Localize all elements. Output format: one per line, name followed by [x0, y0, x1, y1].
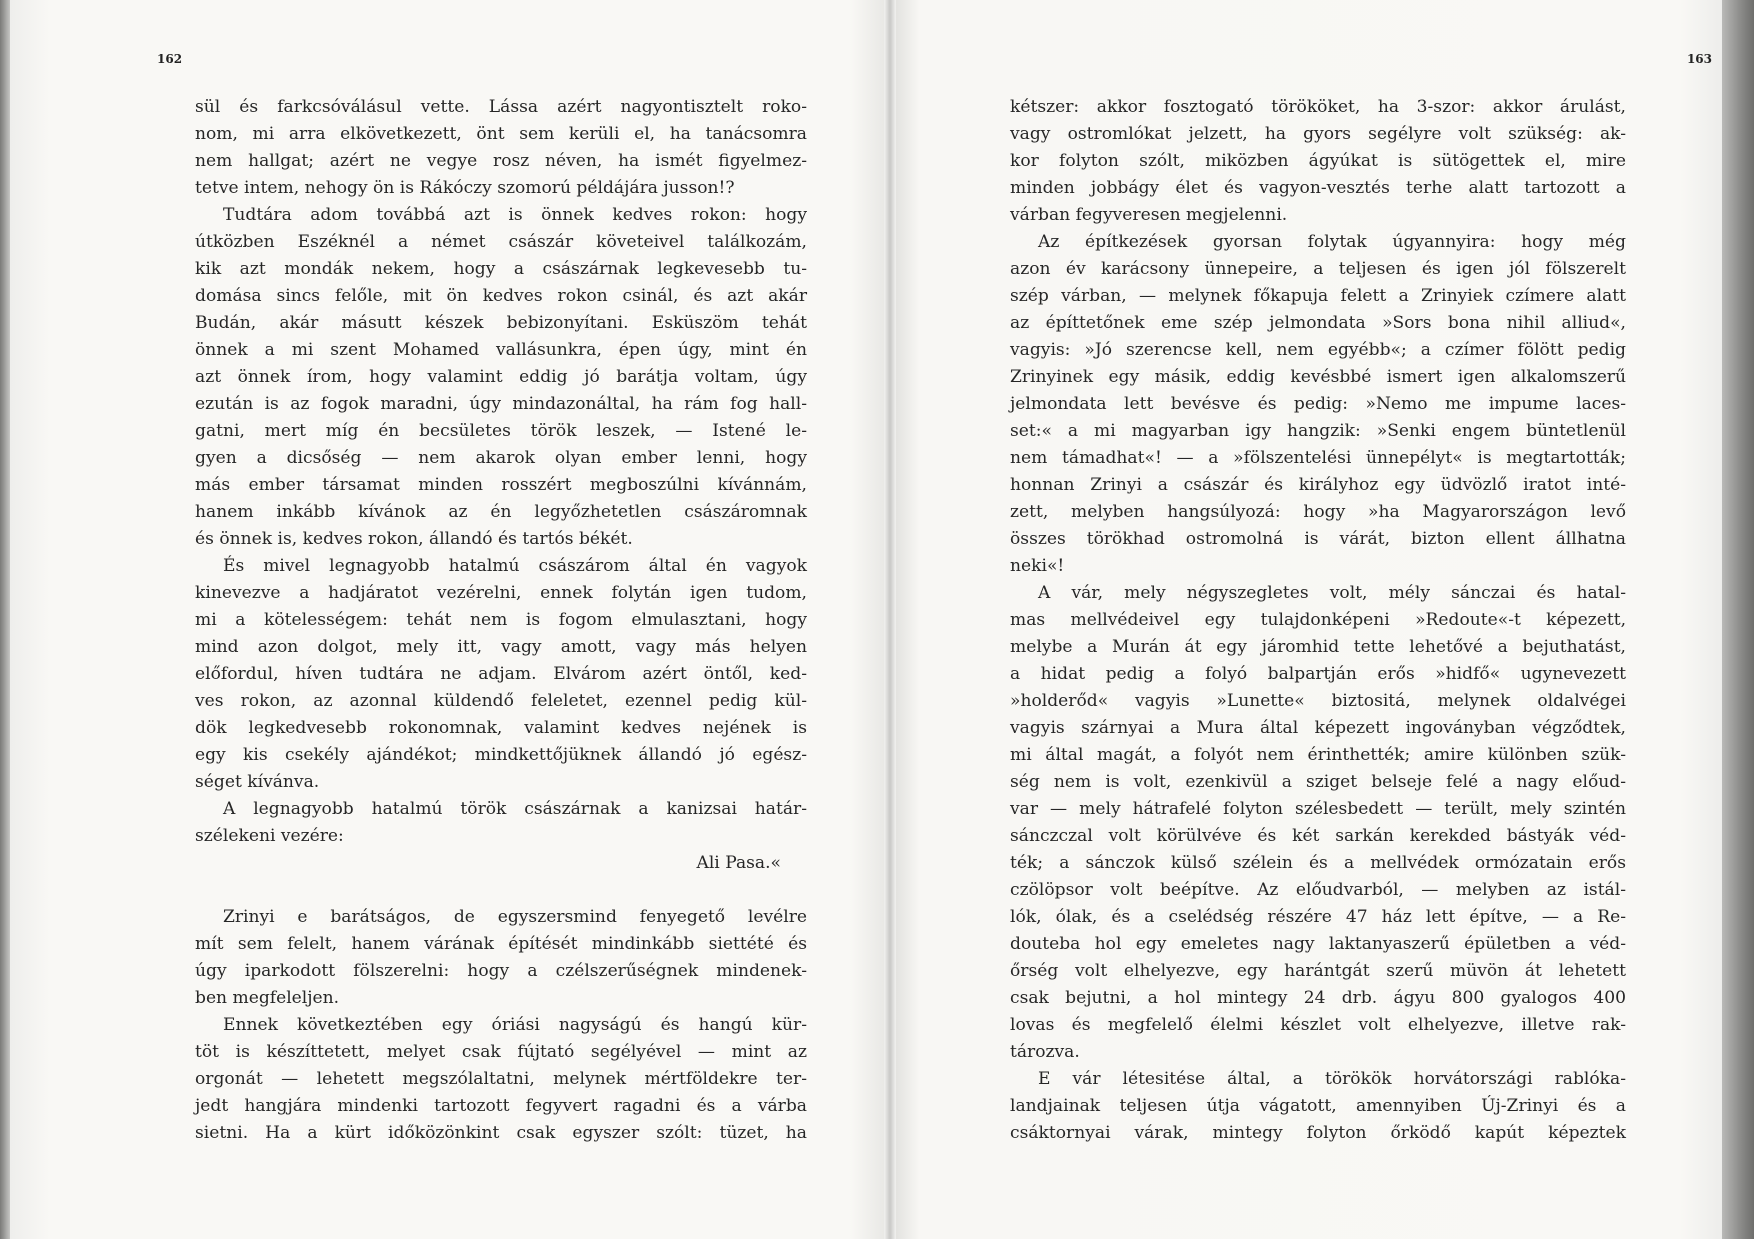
page-number-left: 162 [157, 52, 183, 66]
text-line: jelmondata lett bevésve és pedig: »Nemo me impume laces- [1010, 394, 1626, 414]
left-page-text [195, 94, 807, 1147]
text-line: gyen a dicsőség — nem akarok olyan ember lenni, hogy [195, 448, 807, 468]
text-line: kétszer: akkor fosztogató törököket, ha 3-szor: akkor árulást, [1010, 97, 1626, 117]
left-page [10, 0, 890, 1239]
text-line: Budán, akár másutt készek bebizonyítani. Esküszöm tehát [195, 313, 807, 333]
text-line: A vár, mely négyszegletes volt, mély sánczai és hatal- [1038, 583, 1626, 603]
text-line: Ali Pasa.« [696, 853, 781, 873]
text-line: kik azt mondák nekem, hogy a császárnak legkevesebb tu- [195, 259, 807, 279]
text-line: önnek a mi szent Mohamed vallásunkra, épen úgy, mint én [195, 340, 807, 360]
text-line: séget kívánva. [195, 772, 320, 792]
text-line: mi a kötelességem: tehát nem is fogom elmulasztani, hogy [195, 610, 807, 630]
text-line: várban fegyveresen megjelenni. [1010, 205, 1288, 225]
text-line: Zrinyinek egy másik, eddig kevésbbé ismert igen alkalomszerű [1010, 367, 1626, 387]
text-line: vagyis: »Jó szerencse kell, nem egyébb«; a czímer fölött pedig [1010, 340, 1626, 360]
text-line: azt önnek írom, hogy valamint eddig jó barátja voltam, úgy [195, 367, 807, 387]
book-edge-right [1722, 0, 1754, 1239]
text-line: vagy ostromlókat jelzett, ha gyors segélyre volt szükség: ak- [1010, 124, 1626, 144]
text-line: vagyis szárnyai a Mura által képezett ingoványban végződtek, [1010, 718, 1626, 738]
text-line: lók, ólak, és a cselédség részére 47 ház lett építve, — a Re- [1010, 907, 1626, 927]
text-line: nem hallgat; azért ne vegye rosz néven, ha ismét figyelmez- [195, 151, 807, 171]
text-line: melybe a Murán át egy járomhid tette lehetővé a bejuthatást, [1010, 637, 1626, 657]
text-line: egy kis csekély ajándékot; mindkettőjüknek állandó jó egész- [195, 745, 807, 765]
text-line: dök legkedvesebb rokonomnak, valamint kedves nejének is [195, 718, 807, 738]
text-line: összes törökhad ostromolná is várát, bizton ellent állhatna [1010, 529, 1626, 549]
page-number-right: 163 [1686, 52, 1712, 66]
book-edge-left [0, 0, 10, 1239]
text-line: kinevezve a hadjáratot vezérelni, ennek folytán igen tudom, [195, 583, 807, 603]
text-line: És mivel legnagyobb hatalmú császárom által én vagyok [223, 556, 807, 576]
text-line: honnan Zrinyi a császár és királyhoz egy üdvözlő iratot inté- [1010, 475, 1626, 495]
text-line: gatni, mert míg én becsületes török leszek, — Istené le- [195, 421, 807, 441]
text-line: minden jobbágy élet és vagyon-vesztés terhe alatt tartozott a [1010, 178, 1626, 198]
paragraph-spacer [195, 877, 807, 904]
text-line: a hidat pedig a folyó balpartján erős »hidfő« ugynevezett [1010, 664, 1626, 684]
text-line: az építtetőnek eme szép jelmondata »Sors bona nihil alliud«, [1010, 313, 1626, 333]
text-line: töt is készíttetett, melyet csak fújtató segélyével — mint az [195, 1042, 807, 1062]
text-line: Zrinyi e barátságos, de egyszersmind fenyegető levélre [223, 907, 807, 927]
text-line: ben megfeleljen. [195, 988, 340, 1008]
text-line: ezután is az fogok maradni, úgy mindazonáltal, ha rám fog hall- [195, 394, 807, 414]
text-line: útközben Eszéknél a német császár követeivel találkozám, [195, 232, 807, 252]
text-line: hanem inkább kívánok az én legyőzhetetlen császáromnak [195, 502, 807, 522]
text-line: sietni. Ha a kürt időközönkint csak egyszer szólt: tüzet, ha [195, 1123, 807, 1143]
right-page-text [1010, 94, 1626, 1147]
text-line: A legnagyobb hatalmú török császárnak a kanizsai határ- [223, 799, 807, 819]
text-line: sánczczal volt körülvéve és két sarkán kerekded bástyák véd- [1010, 826, 1626, 846]
text-line: őrség volt elhelyezve, egy harántgát szerű müvön át lehetett [1010, 961, 1626, 981]
text-line: ték; a sánczok külső szélein és a mellvédek ormózatain erős [1010, 853, 1626, 873]
text-line: orgonát — lehetett megszólaltatni, melynek mértföldekre ter- [195, 1069, 807, 1089]
text-line: nom, mi arra elkövetkezett, önt sem kerüli el, ha tanácsomra [195, 124, 807, 144]
text-line: E vár létesitése által, a törökök horvátországi rablóka- [1038, 1069, 1626, 1089]
text-line: sül és farkcsóválásul vette. Lássa azért nagyontisztelt roko- [195, 97, 807, 117]
text-line: előfordul, híven tudtára ne adjam. Elvárom azért öntől, ked- [195, 664, 807, 684]
text-line: és önnek is, kedves rokon, állandó és tartós békét. [195, 529, 633, 549]
right-page [890, 0, 1722, 1239]
text-line: Tudtára adom továbbá azt is önnek kedves rokon: hogy [223, 205, 807, 225]
text-line: mít sem felelt, hanem várának építését mindinkább siettété és [195, 934, 807, 954]
text-line: zett, melyben hangsúlyozá: hogy »ha Magyarországon levő [1010, 502, 1626, 522]
text-line: mind azon dolgot, mely itt, vagy amott, vagy más helyen [195, 637, 807, 657]
text-line: más ember társamat minden rosszért megboszúlni kívánnám, [195, 475, 807, 495]
book-spine [884, 0, 896, 1239]
text-line: mas mellvédeivel egy tulajdonképeni »Redoute«-t képezett, [1010, 610, 1626, 630]
text-line: ség nem is volt, ezenkivül a sziget belseje felé a nagy előud- [1010, 772, 1626, 792]
text-line: tetve intem, nehogy ön is Rákóczy szomorú példájára jusson!? [195, 178, 735, 198]
text-line: szélekeni vezére: [195, 826, 344, 846]
text-line: var — mely hátrafelé folyton szélesbedett — terült, mely szintén [1010, 799, 1626, 819]
text-line: »holderőd« vagyis »Lunette« biztositá, melynek oldalvégei [1010, 691, 1626, 711]
text-line: ves rokon, az azonnal küldendő feleletet, ezennel pedig kül- [195, 691, 807, 711]
text-line: szép várban, — melynek főkapuja felett a Zrinyiek czímere alatt [1010, 286, 1626, 306]
text-line: Az építkezések gyorsan folytak úgyannyira: hogy még [1038, 232, 1626, 252]
text-line: douteba hol egy emeletes nagy laktanyaszerű épületben a véd- [1010, 934, 1626, 954]
text-line: set:« a mi magyarban igy hangzik: »Senki engem büntetlenül [1010, 421, 1626, 441]
text-line: csak bejutni, a hol mintegy 24 drb. ágyu 800 gyalogos 400 [1010, 988, 1626, 1008]
text-line: domása sincs felőle, mit ön kedves rokon csinál, és azt akár [195, 286, 807, 306]
text-line: landjainak teljesen útja vágatott, amennyiben Új-Zrinyi és a [1010, 1096, 1626, 1116]
text-line: nem támadhat«! — a »fölszentelési ünnepélyt« is megtartották; [1010, 448, 1626, 468]
text-line: jedt hangjára mindenki tartozott fegyvert ragadni és a várba [195, 1096, 807, 1116]
text-line: azon év karácsony ünnepeire, a teljesen és igen jól fölszerelt [1010, 259, 1626, 279]
text-line: czölöpsor volt beépítve. Az előudvarból, — melyben az istál- [1010, 880, 1626, 900]
text-line: mi által magát, a folyót nem érinthették; amire különben szük- [1010, 745, 1626, 765]
text-line: kor folyton szólt, miközben ágyúkat is sütögettek el, mire [1010, 151, 1626, 171]
text-line: úgy iparkodott fölszerelni: hogy a czélszerűségnek mindenek- [195, 961, 807, 981]
text-line: csáktornyai várak, mintegy folyton őrködő kapút képeztek [1010, 1123, 1626, 1143]
text-line: Ennek következtében egy óriási nagyságú és hangú kür- [223, 1015, 807, 1035]
text-line: tározva. [1010, 1042, 1080, 1062]
text-line: lovas és megfelelő élelmi készlet volt elhelyezve, illetve rak- [1010, 1015, 1626, 1035]
text-line: neki«! [1010, 556, 1065, 576]
